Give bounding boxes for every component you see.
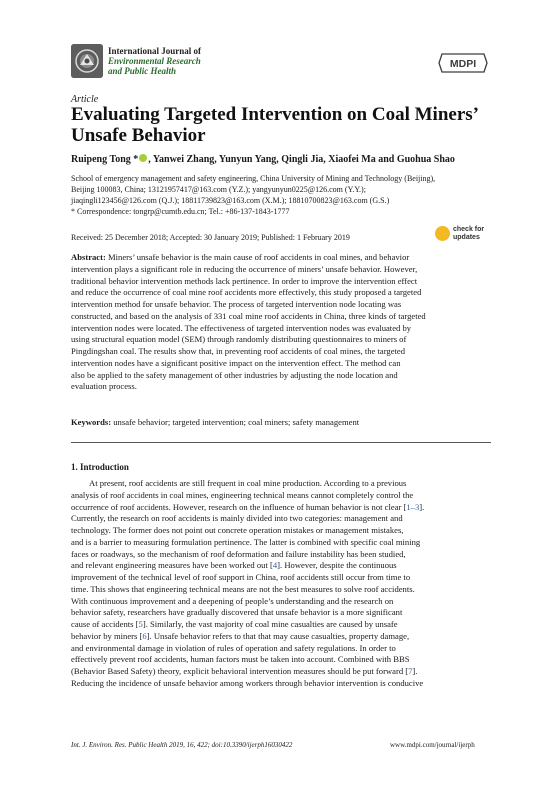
keywords-label: Keywords: [71,417,112,427]
body-text-segment: With continuous improvement and a deepening of people’s understanding and the research on [71,595,394,606]
body-line [71,549,491,561]
check-for-updates-button[interactable] [435,225,491,243]
abstract-line: and reduce the occurrence of coal mine roof accidents more effectively, this study proposed a targeted [71,287,422,298]
abstract-body [71,264,491,393]
abstract-line: constructed, and based on the analysis of 331 coal mine roof accidents in China, three kinds of targeted [71,310,426,321]
body-line [71,584,491,596]
abstract-line: intervention method for unsafe behavior. The process of targeted intervention node locating was [71,299,402,309]
body-line [71,525,491,537]
body-line [71,596,491,608]
correspondence-line: * Correspondence: tongrp@cumtb.edu.cn; Tel.: +86-137-1843-1777 [71,207,290,216]
abstract-line: Abstract: Miners’ unsafe behavior is the main cause of roof accidents in coal mines, and behavior [71,252,410,262]
body-text-segment: ]. [419,501,425,512]
body-text-segment: time. This shows that engineering technical means are not the best measures to solve roof accidents. [71,583,415,594]
body-line [71,478,491,490]
introduction-body [71,478,491,690]
check-updates-icon [435,226,450,241]
body-text-segment: cause of accidents [ [71,619,139,629]
body-text-segment: and environmental damage in violation of rules of operation and safety regulations. In order to [71,642,396,653]
citation-link[interactable]: 7 [408,666,413,676]
title-line: Unsafe Behavior [71,125,206,146]
body-line [71,678,491,690]
citation-link[interactable]: 6 [142,630,147,641]
body-line [71,560,491,572]
body-text-segment: ]. Similarly, the vast majority of coal mine casualties are caused by unsafe [142,619,398,629]
abstract-line: intervention nodes were located. The effectiveness of targeted intervention nodes was evaluated by [71,322,412,333]
body-text-segment: At present, roof accidents are still frequent in coal mine production. According to a previous [89,478,407,488]
citation-link[interactable]: 1–3 [406,501,420,512]
body-text-segment: ]. Unsafe behavior refers to that that may cause casualties, property damage, [146,630,410,641]
body-text-segment: technology. The former does not point out concrete operation mistakes or management mistakes, [71,525,404,535]
body-text-segment: ]. However, despite the continuous [277,560,397,571]
body-line [71,537,491,549]
abstract-line: Pingdingshan coal. The results show that, in preventing roof accidents of coal mines, the targeted [71,346,406,356]
body-text-segment: and relevant engineering measures have been worked out [ [71,560,273,571]
other-authors: , Yanwei Zhang, Yunyun Yang, Qingli Jia, Xiaofei Ma and Guohua Shao [148,154,455,165]
abstract-label: Abstract: [71,252,106,262]
first-author: Ruipeng Tong * [71,154,139,165]
orcid-icon[interactable] [139,154,147,162]
journal-name [108,46,201,76]
keywords-text: unsafe behavior; targeted intervention; coal miners; safety management [111,417,360,427]
citation-link[interactable]: 4 [272,560,278,571]
journal-name-line-1: International Journal of [108,46,202,56]
journal-logo-icon [71,44,103,78]
body-line [71,619,491,631]
body-text-segment: faces or roadways, so the mechanism of roof deformation and failure instability has been studied, [71,548,406,559]
author-list [71,154,455,165]
article-type: Article [71,94,99,105]
body-line [71,607,491,619]
affiliation-line: jiaqingli123456@126.com (Q.J.); 18811739823@163.com (X.M.); 18810700823@163.com (G.S.) [71,196,390,205]
body-text-segment: behavior safety, researchers have gradually discovered that unsafe behavior is a more significant [71,607,403,618]
keywords [71,417,359,427]
body-line [71,666,491,678]
abstract-line: also be applied to the safety management of other industries by adjusting the node location and [71,369,398,380]
journal-name-line-3: and Public Health [108,66,177,76]
section-divider [71,442,491,443]
body-text-segment: analysis of roof accidents in coal mines, engineering technical means cannot completely control the [71,489,414,500]
affiliation-line: Beijing 100083, China; 13121957417@163.com (Y.Z.); yangyunyun0225@126.com (Y.Y.); [71,185,366,194]
body-line [71,631,491,643]
mdpi-logo-text: MDPI [449,58,477,70]
footer-journal-url[interactable]: www.mdpi.com/journal/ijerph [390,741,475,749]
body-text-segment: behavior by miners [ [71,630,143,641]
body-text-segment: Reducing the incidence of unsafe behavior among workers through behavior intervention is conducive [71,677,424,688]
body-line [71,490,491,502]
body-text-segment: effectively prevent roof accidents, human factors must be taken into account. Combined with BBS [71,654,410,665]
title-line: Evaluating Targeted Intervention on Coal Miners’ [71,104,479,125]
article-title [71,104,491,146]
body-text-segment: ]. [412,666,418,676]
abstract-line: evaluation process. [71,381,137,392]
check-updates-label: check for updates [453,226,485,241]
footer-citation: Int. J. Environ. Res. Public Health 2019, 16, 422; doi:10.3390/ijerph16030422 [71,741,293,749]
body-text-segment: Currently, the research on roof accidents is mainly divided into two categories: management and [71,513,403,524]
abstract-line: intervention plays a significant role in reducing the occurrence of miners’ unsafe behavior. However, [71,263,418,274]
body-text-segment: and is a barrier to measuring formulation pertinence. The latter is combined with specific coal mining [71,536,421,547]
journal-name-line-2: Environmental Research [108,56,201,66]
abstract-line: intervention nodes have a significant positive impact on the intervention effect. The method can [71,357,401,368]
body-text-segment: improvement of the technical level of roof support in China, roof accidents still occur from time to [71,572,411,582]
section-heading: 1. Introduction [71,462,129,472]
affiliations [71,173,491,217]
affiliation-line: School of emergency management and safety engineering, China University of Mining and Technology (Beijing), [71,174,436,183]
body-line [71,643,491,655]
abstract [71,252,491,393]
abstract-line: traditional behavior intervention methods lack pertinence. In order to improve the intervention effect [71,275,418,286]
body-text-segment: occurrence of roof accidents. However, research on the influence of human behavior is not clear [ [71,501,407,512]
body-text-segment: (Behavior Based Safety) theory, explicit behavioral intervention measures should be put forward [ [71,666,409,676]
publication-dates: Received: 25 December 2018; Accepted: 30 January 2019; Published: 1 February 2019 [71,233,350,242]
citation-link[interactable]: 5 [138,619,143,629]
body-line [71,572,491,584]
body-line [71,654,491,666]
body-line [71,513,491,525]
mdpi-logo-icon [438,53,488,73]
body-line [71,502,491,514]
abstract-line: using structural equation model (SEM) through randomly distributing questionnaires to miners of [71,334,407,345]
